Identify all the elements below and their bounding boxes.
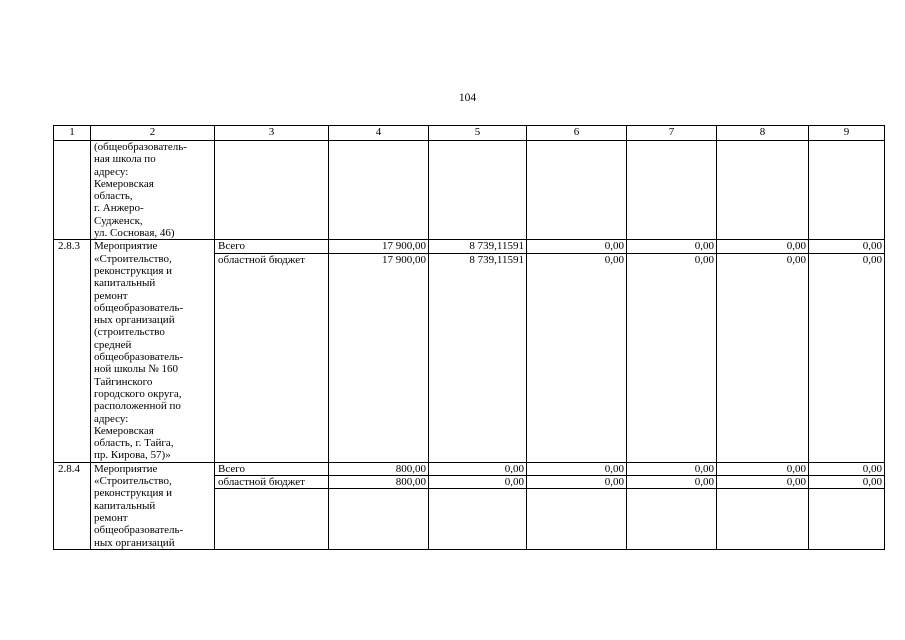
value-cell: 0,00 [527,476,627,489]
empty-cell [215,489,329,549]
item-number-cell [54,141,91,240]
continuation-row [54,141,885,240]
empty-cell [717,489,809,549]
empty-cell [429,489,527,549]
column-header: 3 [215,126,329,141]
value-cell: 8 739,11591 [429,253,527,462]
column-header: 6 [527,126,627,141]
value-cell: 800,00 [329,476,429,489]
page-number: 104 [458,92,477,104]
item-number: 2.8.4 [54,462,91,549]
value-cell: 0,00 [809,253,885,462]
value-cell: 0,00 [429,476,527,489]
value-cell: 0,00 [429,462,527,475]
empty-cell [717,141,809,240]
value-cell: 0,00 [627,253,717,462]
value-cell: 0,00 [627,240,717,253]
table-row [54,462,885,475]
column-header: 7 [627,126,717,141]
funding-source: Всего [215,240,329,253]
value-cell: 0,00 [527,462,627,475]
table-row [54,240,885,253]
item-description: Мероприятие «Строительство, реконструкция и капитальный ремонт общеобразователь- ных организаций (строительство средней общеобразователь- ной школы № 160 Тайгинского городского округа, расположенной по адресу: Кемеровская область, г. Тайга, пр. Кирова, 57)» [91,240,215,462]
empty-cell [809,141,885,240]
empty-cell [215,141,329,240]
item-description: Мероприятие «Строительство, реконструкция и капитальный ремонт общеобразователь- ных организаций [91,462,215,549]
empty-cell [527,489,627,549]
value-cell: 0,00 [809,476,885,489]
empty-cell [527,141,627,240]
value-cell: 0,00 [717,253,809,462]
value-cell: 0,00 [717,476,809,489]
funding-source: областной бюджет [215,253,329,462]
funding-source: областной бюджет [215,476,329,489]
value-cell: 0,00 [717,240,809,253]
value-cell: 17 900,00 [329,253,429,462]
value-cell: 0,00 [627,462,717,475]
value-cell: 0,00 [527,240,627,253]
value-cell: 0,00 [809,240,885,253]
empty-cell [627,141,717,240]
value-cell: 0,00 [627,476,717,489]
column-header: 5 [429,126,527,141]
item-number: 2.8.3 [54,240,91,462]
empty-cell [429,141,527,240]
value-cell: 0,00 [527,253,627,462]
column-header: 4 [329,126,429,141]
empty-cell [329,141,429,240]
item-description: (общеобразователь- ная школа по адресу: Кемеровская область, г. Анжеро- Судженск, ул. Сосновая, 46) [91,141,215,240]
empty-cell [809,489,885,549]
column-header: 2 [91,126,215,141]
value-cell: 8 739,11591 [429,240,527,253]
column-header: 8 [717,126,809,141]
column-header: 1 [54,126,91,141]
value-cell: 800,00 [329,462,429,475]
value-cell: 0,00 [717,462,809,475]
budget-table [53,125,885,550]
header-row [54,126,885,141]
column-header: 9 [809,126,885,141]
funding-source: Всего [215,462,329,475]
value-cell: 17 900,00 [329,240,429,253]
empty-cell [329,489,429,549]
value-cell: 0,00 [809,462,885,475]
empty-cell [627,489,717,549]
